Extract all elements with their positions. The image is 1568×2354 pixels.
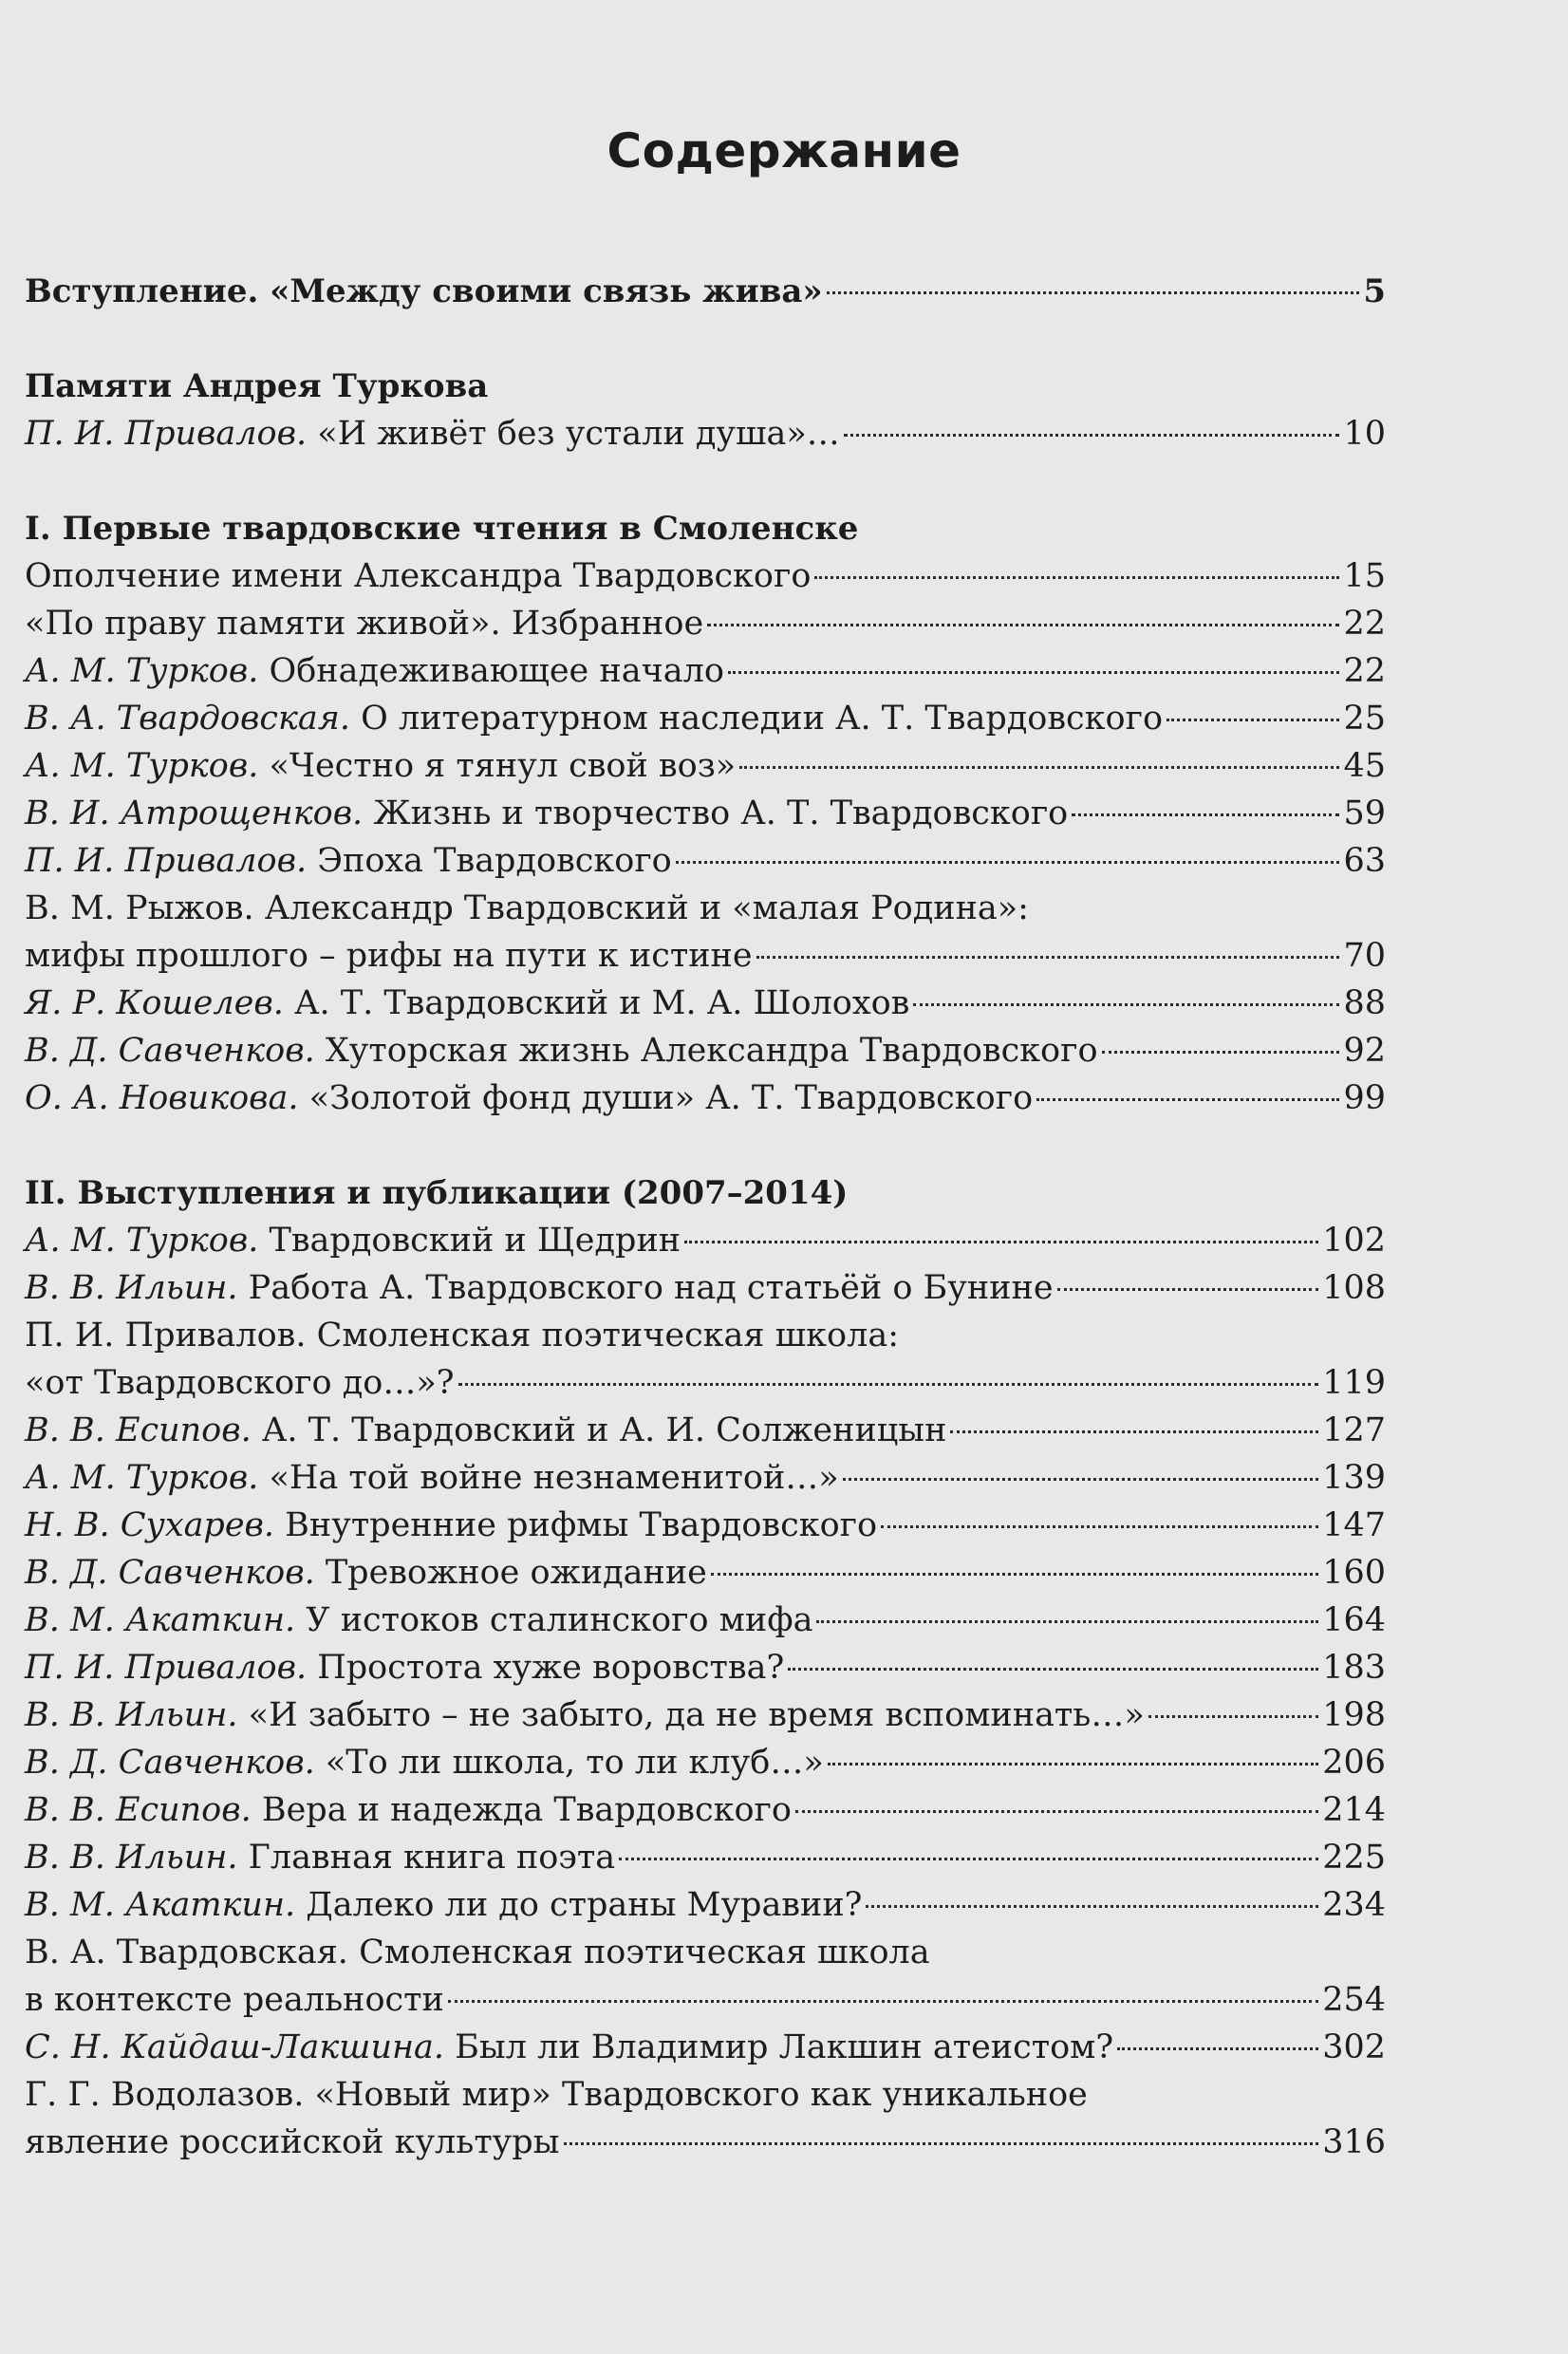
- dot-leader: [739, 766, 1339, 769]
- entry-author: П. И. Привалов.: [25, 1317, 307, 1354]
- entry-author: А. М. Турков.: [25, 747, 259, 785]
- entry-page: 25: [1343, 700, 1386, 738]
- entry-title: У истоков сталинского мифа: [295, 1601, 813, 1639]
- entry-page: 59: [1343, 794, 1386, 832]
- entry-author: В. И. Атрощенков.: [25, 794, 364, 832]
- entry-author: В. В. Ильин.: [25, 1696, 238, 1734]
- toc-entry: [25, 1027, 1386, 1074]
- entry-page: 225: [1322, 1839, 1386, 1877]
- dot-leader: [1148, 1715, 1318, 1718]
- dot-leader: [619, 1858, 1318, 1860]
- dot-leader: [458, 1383, 1319, 1386]
- entry-title: А. Т. Твардовский и А. И. Солженицын: [251, 1411, 947, 1449]
- entry-author: А. М. Турков.: [25, 1459, 259, 1497]
- entry-title: Простота хуже воровства?: [307, 1649, 785, 1687]
- entry-page: 70: [1343, 937, 1386, 975]
- toc-entry: [25, 1549, 1386, 1597]
- entry-title: «Золотой фонд души» А. Т. Твардовского: [298, 1079, 1034, 1117]
- entry-title: «И забыто – не забыто, да не время вспоминать…»: [237, 1696, 1145, 1734]
- entry-title: Внутренние рифмы Твардовского: [274, 1506, 878, 1544]
- entry-author: А. М. Турков.: [25, 652, 259, 690]
- entry-author: В. Д. Савченков.: [25, 1032, 315, 1070]
- toc-entry: [25, 1739, 1386, 1786]
- dot-leader: [913, 1003, 1339, 1006]
- entry-page: 183: [1322, 1649, 1386, 1687]
- entry-page: 63: [1343, 842, 1386, 880]
- toc-entry: [25, 1454, 1386, 1502]
- entry-page: 22: [1343, 605, 1386, 643]
- entry-author: А. М. Турков.: [25, 1222, 259, 1260]
- dot-leader: [1072, 813, 1339, 816]
- toc-entry: [25, 1691, 1386, 1739]
- dot-leader: [816, 1620, 1318, 1623]
- dot-leader: [881, 1525, 1318, 1528]
- entry-page: 139: [1322, 1459, 1386, 1497]
- dot-leader: [828, 1763, 1318, 1766]
- toc-entry: [25, 980, 1386, 1027]
- table-of-contents: [25, 268, 1386, 2166]
- dot-leader: [827, 291, 1360, 294]
- section1-entries: [25, 552, 1386, 1122]
- entry-page: 102: [1322, 1222, 1386, 1260]
- entry-title: «То ли школа, то ли клуб…»: [314, 1744, 824, 1782]
- toc-entry: [25, 1834, 1386, 1881]
- entry-title: Далеко ли до страны Муравии?: [295, 1886, 863, 1924]
- toc-entry: [25, 1786, 1386, 1834]
- memorial-entries: [25, 410, 1386, 458]
- dot-leader: [843, 1478, 1319, 1481]
- entry-author: П. И. Привалов.: [25, 842, 308, 880]
- toc-entry: [25, 1217, 1386, 1264]
- entry-title-continuation: «от Твардовского до…»?: [25, 1364, 455, 1402]
- entry-title: Работа А. Твардовского над статьёй о Бунине: [237, 1269, 1054, 1307]
- entry-title-continuation: в контексте реальности: [25, 1981, 444, 2019]
- entry-author: Я. Р. Кошелев.: [25, 984, 284, 1022]
- toc-entry: [25, 1929, 1386, 1976]
- dot-leader: [814, 576, 1339, 579]
- entry-author: В. М. Акаткин.: [25, 1601, 296, 1639]
- dot-leader: [866, 1905, 1318, 1908]
- entry-title: Вера и надежда Твардовского: [251, 1791, 792, 1829]
- entry-page: 99: [1343, 1079, 1386, 1117]
- dot-leader: [564, 2142, 1319, 2145]
- section-heading-memorial: Памяти Андрея Туркова: [25, 367, 489, 405]
- entry-title: О литературном наследии А. Т. Твардовского: [350, 700, 1164, 738]
- entry-author: С. Н. Кайдаш-Лакшина.: [25, 2028, 445, 2066]
- dot-leader: [1057, 1288, 1319, 1291]
- toc-entry: [25, 1407, 1386, 1454]
- toc-entry: [25, 1502, 1386, 1549]
- entry-page: 10: [1343, 415, 1386, 453]
- entry-author: В. Д. Савченков.: [25, 1554, 315, 1592]
- toc-entry-continuation: [25, 932, 1386, 980]
- entry-author: В. В. Ильин.: [25, 1839, 238, 1877]
- entry-title: Главная книга поэта: [237, 1839, 616, 1877]
- entry-page: 234: [1322, 1886, 1386, 1924]
- toc-entry: [25, 1264, 1386, 1312]
- entry-title: Эпоха Твардовского: [307, 842, 672, 880]
- section-heading-1: I. Первые твардовские чтения в Смоленске: [25, 510, 859, 548]
- entry-title: «На той войне незнаменитой…»: [258, 1459, 839, 1497]
- toc-entry-continuation: [25, 1976, 1386, 2024]
- entry-title: Твардовский и Щедрин: [258, 1222, 681, 1260]
- dot-leader: [788, 1668, 1318, 1671]
- entry-author: Г. Г. Водолазов.: [25, 2076, 305, 2114]
- toc-entry: [25, 790, 1386, 837]
- dot-leader: [950, 1430, 1318, 1433]
- entry-page: 316: [1322, 2123, 1386, 2161]
- page-title: Содержание: [607, 123, 961, 178]
- entry-title: Обнадеживающее начало: [258, 652, 724, 690]
- entry-title: А. Т. Твардовский и М. А. Шолохов: [283, 984, 910, 1022]
- toc-entry-intro: [25, 268, 1386, 315]
- entry-page: 22: [1343, 652, 1386, 690]
- entry-page: 160: [1322, 1554, 1386, 1592]
- spacer: [25, 1122, 1386, 1169]
- dot-leader: [707, 624, 1339, 626]
- entry-title: Ополчение имени Александра Твардовского: [25, 557, 812, 595]
- entry-page: 164: [1322, 1601, 1386, 1639]
- entry-title: Был ли Владимир Лакшин атеистом?: [444, 2028, 1114, 2066]
- dot-leader: [711, 1573, 1318, 1576]
- entry-author: В. В. Ильин.: [25, 1269, 238, 1307]
- entry-page: 214: [1322, 1791, 1386, 1829]
- toc-entry: [25, 1597, 1386, 1644]
- entry-title: Александр Твардовский и «малая Родина»:: [253, 889, 1029, 927]
- dot-leader: [676, 861, 1340, 864]
- entry-author: В. А. Твардовская.: [25, 700, 351, 738]
- dot-leader: [795, 1810, 1318, 1813]
- entry-page: 88: [1343, 984, 1386, 1022]
- entry-title: «Честно я тянул свой воз»: [258, 747, 737, 785]
- entry-page: 15: [1343, 557, 1386, 595]
- toc-entry: [25, 552, 1386, 600]
- toc-entry: [25, 1312, 1386, 1359]
- spacer: [25, 458, 1386, 505]
- toc-entry: [25, 1644, 1386, 1691]
- entry-author: П. И. Привалов.: [25, 415, 308, 453]
- toc-entry: [25, 742, 1386, 790]
- toc-entry: [25, 647, 1386, 695]
- entry-author: В. В. Есипов.: [25, 1411, 252, 1449]
- dot-leader: [1036, 1098, 1339, 1101]
- entry-page: 254: [1322, 1981, 1386, 2019]
- toc-entry: [25, 837, 1386, 885]
- entry-title: Жизнь и творчество А. Т. Твардовского: [363, 794, 1069, 832]
- dot-leader: [1102, 1051, 1340, 1054]
- entry-title: «По праву памяти живой». Избранное: [25, 605, 704, 643]
- toc-entry-continuation: [25, 1359, 1386, 1407]
- dot-leader: [844, 434, 1340, 437]
- entry-page: 127: [1322, 1411, 1386, 1449]
- entry-page: 92: [1343, 1032, 1386, 1070]
- entry-author: Н. В. Сухарев.: [25, 1506, 275, 1544]
- entry-title: Смоленская поэтическая школа: [347, 1934, 930, 1971]
- entry-title: «И живёт без устали душа»…: [307, 415, 840, 453]
- section2-entries: [25, 1217, 1386, 2166]
- entry-page: 302: [1322, 2028, 1386, 2066]
- dot-leader: [684, 1241, 1318, 1243]
- toc-entry: [25, 1881, 1386, 1929]
- dot-leader: [756, 956, 1340, 959]
- dot-leader: [1117, 2047, 1318, 2050]
- entry-title: Тревожное ожидание: [314, 1554, 707, 1592]
- entry-page: 119: [1322, 1364, 1386, 1402]
- section-heading-2: II. Выступления и публикации (2007–2014): [25, 1174, 849, 1212]
- entry-author: В. М. Акаткин.: [25, 1886, 296, 1924]
- entry-title-continuation: мифы прошлого – рифы на пути к истине: [25, 937, 753, 975]
- toc-entry: [25, 1074, 1386, 1122]
- entry-page: 5: [1363, 272, 1386, 310]
- spacer: [25, 315, 1386, 363]
- entry-page: 108: [1322, 1269, 1386, 1307]
- entry-page: 147: [1322, 1506, 1386, 1544]
- toc-entry: [25, 2071, 1386, 2119]
- entry-author: В. М. Рыжов.: [25, 889, 254, 927]
- entry-title-continuation: явление российской культуры: [25, 2123, 560, 2161]
- entry-title: Смоленская поэтическая школа:: [306, 1317, 900, 1354]
- entry-author: В. В. Есипов.: [25, 1791, 252, 1829]
- dot-leader: [448, 2000, 1318, 2003]
- toc-entry: [25, 410, 1386, 458]
- entry-page: 198: [1322, 1696, 1386, 1734]
- entry-page: 45: [1343, 747, 1386, 785]
- entry-title: Хуторская жизнь Александра Твардовского: [314, 1032, 1098, 1070]
- dot-leader: [1167, 719, 1339, 721]
- entry-title: Вступление. «Между своими связь жива»: [25, 272, 823, 310]
- entry-author: О. А. Новикова.: [25, 1079, 299, 1117]
- entry-page: 206: [1322, 1744, 1386, 1782]
- dot-leader: [728, 671, 1340, 674]
- toc-entry: [25, 885, 1386, 932]
- entry-title: «Новый мир» Твардовского как уникальное: [304, 2076, 1088, 2114]
- toc-entry-continuation: [25, 2119, 1386, 2166]
- toc-entry: [25, 695, 1386, 742]
- toc-entry: [25, 2024, 1386, 2071]
- toc-entry: [25, 600, 1386, 647]
- entry-author: В. А. Твардовская.: [25, 1934, 348, 1971]
- entry-author: П. И. Привалов.: [25, 1649, 308, 1687]
- entry-author: В. Д. Савченков.: [25, 1744, 315, 1782]
